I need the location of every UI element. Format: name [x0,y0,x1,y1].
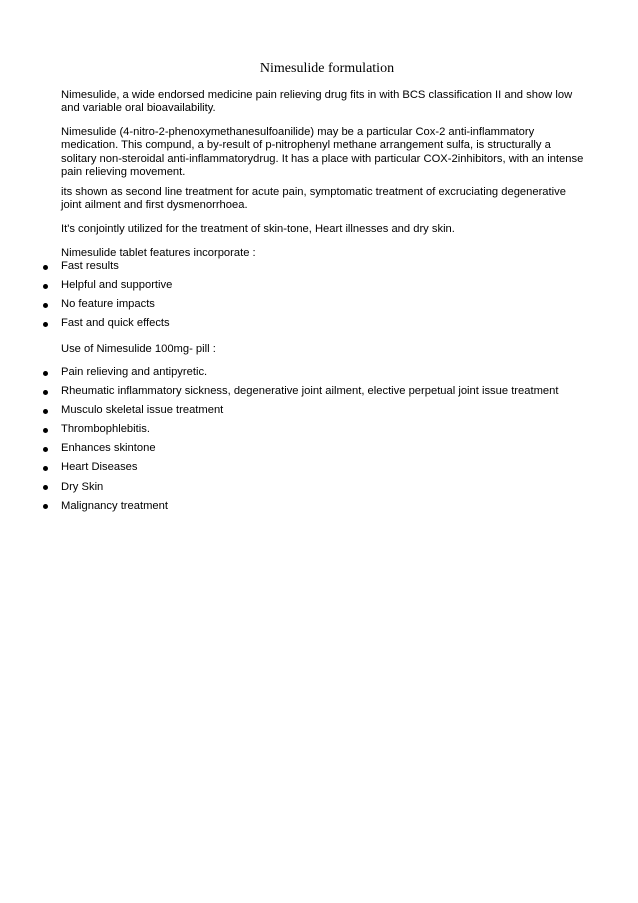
list-item [0,500,600,519]
features-heading: Nimesulide tablet features incorporate : [61,247,256,259]
list-item-text: Heart Diseases [61,461,138,474]
list-item-text: Rheumatic inflammatory sickness, degenerative joint ailment, elective perpetual joint issue treatment [61,385,559,398]
intro-paragraph: Nimesulide, a wide endorsed medicine pain relieving drug fits in with BCS classification II and show low and variable oral bioavailability. [61,89,573,115]
list-item [0,442,600,461]
bullet-icon [43,428,48,433]
list-item [0,385,600,404]
bullet-icon [43,284,48,289]
uses-list [0,366,600,519]
list-item-text: Helpful and supportive [61,279,173,292]
use-heading: Use of Nimesulide 100mg- pill : [61,343,216,355]
bullet-icon [43,409,48,414]
list-item [0,260,600,279]
list-item-text: Enhances skintone [61,442,156,455]
list-item [0,423,600,442]
bullet-icon [43,265,48,270]
list-item-text: Pain relieving and antipyretic. [61,366,208,378]
bullet-icon [43,322,48,327]
features-list [0,260,600,336]
document-title: Nimesulide formulation [259,61,395,76]
list-item-text: Malignancy treatment [61,499,168,512]
list-item [0,481,600,500]
list-item-text: Musculo skeletal issue treatment [61,404,224,417]
list-item [0,298,600,317]
list-item [0,317,600,336]
list-item-text: Dry Skin [61,480,104,493]
list-item [0,279,600,298]
bullet-icon [43,447,48,452]
list-item-text: Thrombophlebitis. [61,423,150,436]
list-item-text: Fast results [61,260,119,272]
description-paragraph: Nimesulide (4-nitro-2-phenoxymethanesulfoanilide) may be a particular Cox-2 anti-inflammatory medication. This compund, a by-result of p-nitrophenyl methane arrangement sulfa, is structurally a solitary non-steroidal anti-inflammatorydrug. It has a place with particular COX-2inhibitors, with an intense pain relieving movement. [61,126,584,178]
utilized-paragraph: It's conjointly utilized for the treatment of skin-tone, Heart illnesses and dry skin. [61,223,455,235]
list-item-text: Fast and quick effects [61,317,170,330]
list-item [0,461,600,480]
bullet-icon [43,504,48,509]
bullet-icon [43,485,48,490]
bullet-icon [43,466,48,471]
bullet-icon [43,371,48,376]
bullet-icon [43,390,48,395]
treatment-paragraph: its shown as second line treatment for acute pain, symptomatic treatment of excruciating degenerative joint ailment and first dysmenorrhoea. [61,186,566,212]
bullet-icon [43,303,48,308]
list-item [0,404,600,423]
list-item [0,366,600,385]
list-item-text: No feature impacts [61,298,155,311]
